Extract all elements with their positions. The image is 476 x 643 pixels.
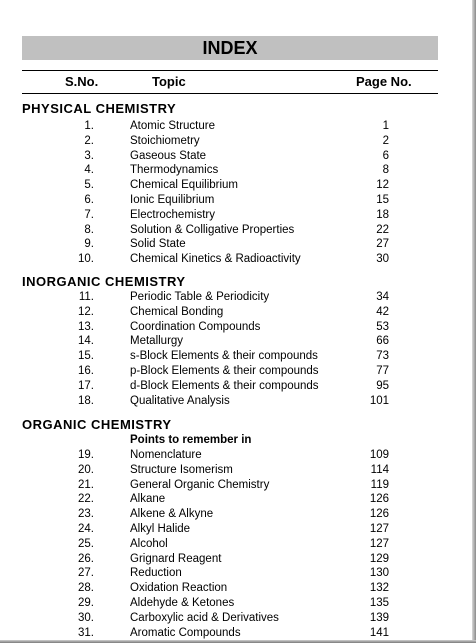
index-title: INDEX [22, 36, 438, 60]
section-title-physical: PHYSICAL CHEMISTRY [22, 101, 177, 116]
index-row [0, 208, 472, 223]
entry-page: 135 [369, 597, 389, 609]
index-row [0, 237, 472, 252]
entry-page: 34 [376, 291, 389, 303]
entry-topic: p-Block Elements & their compounds [130, 365, 319, 377]
entry-topic: Oxidation Reaction [130, 582, 228, 595]
index-row [0, 149, 472, 164]
entry-number: 1. [84, 120, 94, 132]
entry-topic: Grignard Reagent [130, 552, 222, 565]
index-row [0, 305, 472, 320]
index-row [0, 448, 472, 463]
entry-topic: Ionic Equilibrium [130, 194, 215, 206]
entry-number: 15. [78, 350, 94, 363]
entry-number: 7. [84, 208, 94, 221]
entry-page: 126 [369, 493, 389, 506]
index-row [0, 193, 472, 208]
entry-page: 1 [382, 120, 389, 132]
entry-page: 127 [369, 523, 389, 535]
entry-topic: Thermodynamics [130, 164, 219, 177]
entry-topic: Electrochemistry [130, 208, 215, 221]
header-bottom-rule [22, 93, 438, 94]
entry-topic: Aromatic Compounds [130, 626, 241, 639]
section-subheading: Points to remember in [130, 434, 252, 446]
entry-page: 6 [382, 149, 389, 162]
entry-page: 66 [376, 335, 389, 348]
entry-topic: Alcohol [130, 537, 168, 550]
entry-page: 22 [376, 223, 389, 236]
entry-page: 101 [369, 394, 389, 407]
index-row [0, 394, 472, 409]
entry-page: 27 [376, 238, 389, 251]
entry-topic: Solution & Colligative Properties [130, 223, 295, 236]
entry-topic: Aldehyde & Ketones [130, 597, 235, 609]
entry-number: 27. [78, 567, 94, 580]
entry-topic: s-Block Elements & their compounds [130, 350, 318, 363]
index-row [0, 537, 472, 552]
entry-page: 139 [369, 611, 389, 624]
entry-topic: Atomic Structure [130, 120, 215, 132]
entry-number: 8. [84, 223, 94, 236]
index-row [0, 134, 472, 149]
entry-page: 15 [376, 194, 389, 206]
index-row [0, 119, 472, 134]
entry-topic: Chemical Bonding [130, 305, 224, 318]
section-title-organic: ORGANIC CHEMISTRY [22, 417, 172, 432]
column-header-page: Page No. [356, 74, 412, 89]
entry-topic: Reduction [130, 567, 182, 580]
entry-topic: Alkene & Alkyne [130, 508, 214, 521]
index-row [0, 566, 472, 581]
entry-topic: Solid State [130, 238, 186, 251]
index-row [0, 334, 472, 349]
entry-number: 12. [78, 305, 94, 318]
entry-number: 6. [84, 194, 94, 206]
entry-topic: Chemical Kinetics & Radioactivity [130, 253, 301, 266]
entry-topic: Coordination Compounds [130, 320, 261, 333]
entry-number: 30. [78, 611, 94, 624]
index-row [0, 552, 472, 567]
entry-number: 21. [78, 478, 94, 491]
entry-number: 3. [84, 149, 94, 162]
entry-number: 23. [78, 508, 94, 521]
entry-page: 8 [382, 164, 389, 177]
entry-page: 73 [376, 350, 389, 363]
entry-page: 132 [369, 582, 389, 595]
entry-number: 17. [78, 379, 94, 392]
entry-page: 77 [376, 365, 389, 377]
entry-page: 130 [369, 567, 389, 580]
entry-number: 20. [78, 463, 94, 476]
entry-number: 18. [78, 394, 94, 407]
entry-number: 22. [78, 493, 94, 506]
index-row [0, 596, 472, 611]
index-row [0, 349, 472, 364]
index-row [0, 611, 472, 626]
entry-topic: d-Block Elements & their compounds [130, 379, 319, 392]
index-row [0, 507, 472, 522]
entry-number: 2. [84, 134, 94, 147]
entry-page: 127 [369, 537, 389, 550]
index-row [0, 492, 472, 507]
entry-topic: Chemical Equilibrium [130, 179, 239, 192]
entry-topic: Stoichiometry [130, 134, 200, 147]
entry-topic: Carboxylic acid & Derivatives [130, 611, 279, 624]
index-row [0, 320, 472, 335]
entry-number: 29. [78, 597, 94, 609]
index-row [0, 478, 472, 493]
index-row [0, 290, 472, 305]
entry-page: 95 [376, 379, 389, 392]
window-frame-right [472, 0, 476, 643]
entry-number: 9. [84, 238, 94, 251]
index-row [0, 252, 472, 267]
entry-topic: Alkane [130, 493, 166, 506]
entry-topic: Qualitative Analysis [130, 394, 230, 407]
entry-topic: Structure Isomerism [130, 463, 233, 476]
entry-number: 16. [78, 365, 94, 377]
entry-number: 13. [78, 320, 94, 333]
entry-page: 42 [376, 305, 389, 318]
index-row [0, 178, 472, 193]
entry-page: 53 [376, 320, 389, 333]
entry-number: 24. [78, 523, 94, 535]
index-row [0, 364, 472, 379]
entry-number: 25. [78, 537, 94, 550]
entry-page: 129 [369, 552, 389, 565]
entry-page: 141 [369, 626, 389, 639]
entry-topic: Alkyl Halide [130, 523, 191, 535]
entry-topic: Periodic Table & Periodicity [130, 291, 270, 303]
entry-page: 30 [376, 253, 389, 266]
entry-number: 14. [78, 335, 94, 348]
index-row [0, 581, 472, 596]
entry-number: 5. [84, 179, 94, 192]
entry-topic: Gaseous State [130, 149, 207, 162]
entry-topic: General Organic Chemistry [130, 478, 270, 491]
index-row [0, 163, 472, 178]
entry-topic: Nomenclature [130, 449, 202, 461]
entry-number: 26. [78, 552, 94, 565]
section-title-inorganic: INORGANIC CHEMISTRY [22, 274, 186, 289]
index-row [0, 626, 472, 641]
entry-page: 12 [376, 179, 389, 192]
entry-topic: Metallurgy [130, 335, 184, 348]
header-top-rule [22, 70, 438, 71]
entry-page: 119 [370, 478, 389, 491]
entry-number: 19. [78, 449, 94, 461]
column-header-topic: Topic [152, 74, 186, 89]
entry-page: 109 [369, 449, 389, 461]
index-row [0, 522, 472, 537]
entry-page: 18 [376, 208, 389, 221]
entry-number: 31. [78, 626, 94, 639]
entry-number: 28. [78, 582, 94, 595]
entry-page: 114 [370, 463, 389, 476]
index-row [0, 223, 472, 238]
index-row [0, 379, 472, 394]
entry-number: 10. [78, 253, 94, 266]
index-row [0, 463, 472, 478]
entry-number: 11. [78, 291, 94, 303]
column-header-sno: S.No. [65, 74, 99, 89]
entry-number: 4. [84, 164, 94, 177]
entry-page: 2 [382, 134, 389, 147]
entry-page: 126 [369, 508, 389, 521]
